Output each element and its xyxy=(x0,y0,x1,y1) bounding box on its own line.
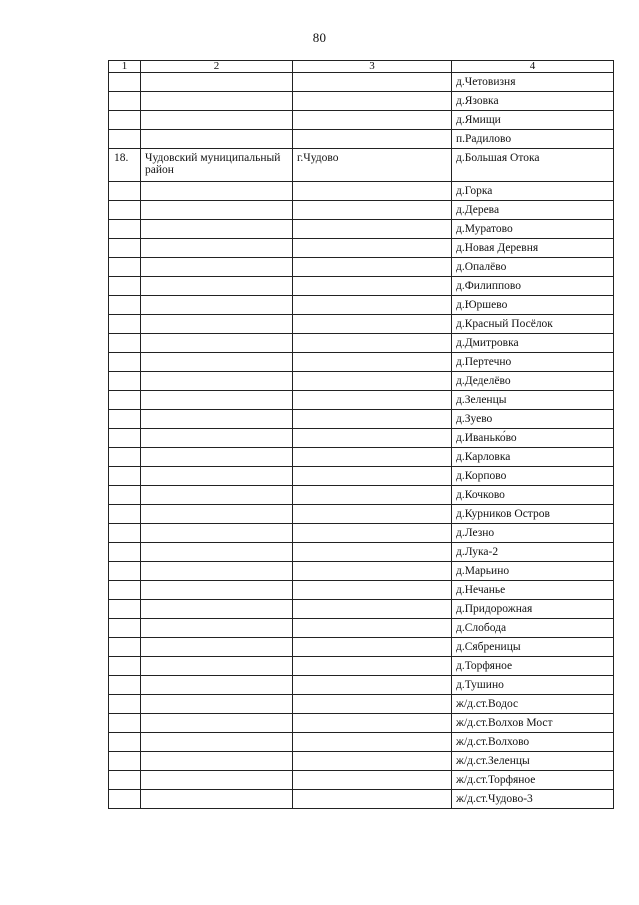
table-cell-col2 xyxy=(141,315,293,334)
table-row xyxy=(109,714,614,733)
table-cell-col2 xyxy=(141,771,293,790)
table-cell-col1 xyxy=(109,562,141,581)
table-row xyxy=(109,334,614,353)
table-cell-col1 xyxy=(109,353,141,372)
table-cell-col4: д.Тушино xyxy=(452,676,614,695)
table-row xyxy=(109,752,614,771)
table-cell-col1 xyxy=(109,752,141,771)
table-cell-col1 xyxy=(109,619,141,638)
table-cell-col4: д.Курников Остров xyxy=(452,505,614,524)
table-cell-col4: ж/д.ст.Зеленцы xyxy=(452,752,614,771)
table-body xyxy=(109,73,614,809)
table-row xyxy=(109,771,614,790)
table-cell-col3 xyxy=(293,562,452,581)
table-cell-col4: д.Сябреницы xyxy=(452,638,614,657)
table-cell-col1 xyxy=(109,182,141,201)
table-cell-col2 xyxy=(141,790,293,809)
table-cell-col2 xyxy=(141,676,293,695)
table-cell-col1 xyxy=(109,657,141,676)
table-cell-col1 xyxy=(109,220,141,239)
table-cell-col3 xyxy=(293,448,452,467)
table-cell-col1 xyxy=(109,600,141,619)
page-number: 80 xyxy=(312,30,327,45)
table-cell-col1 xyxy=(109,410,141,429)
table-cell-col3 xyxy=(293,334,452,353)
table-cell-col1 xyxy=(109,130,141,149)
table-cell-col3 xyxy=(293,130,452,149)
table-cell-col2 xyxy=(141,277,293,296)
table-row xyxy=(109,695,614,714)
table-cell-col4: д.Филиппово xyxy=(452,277,614,296)
table-cell-col1: 18. xyxy=(109,149,141,182)
table-cell-col2: Чудовский муниципальный район xyxy=(141,149,293,182)
table-cell-col1 xyxy=(109,277,141,296)
table-row xyxy=(109,505,614,524)
table-cell-col4: д.Язовка xyxy=(452,92,614,111)
table-cell-col1 xyxy=(109,543,141,562)
table-cell-col3 xyxy=(293,543,452,562)
table-cell-col2 xyxy=(141,92,293,111)
table-cell-col4: ж/д.ст.Торфяное xyxy=(452,771,614,790)
table-row xyxy=(109,201,614,220)
table-row xyxy=(109,410,614,429)
table-cell-col2 xyxy=(141,467,293,486)
table-cell-col4: д.Красный Посёлок xyxy=(452,315,614,334)
table-cell-col3 xyxy=(293,92,452,111)
table-cell-col4: д.Муратово xyxy=(452,220,614,239)
table-cell-col2 xyxy=(141,391,293,410)
table-cell-col1 xyxy=(109,296,141,315)
table-cell-col3 xyxy=(293,600,452,619)
table-cell-col1 xyxy=(109,239,141,258)
table-cell-col3 xyxy=(293,182,452,201)
table-cell-col1 xyxy=(109,733,141,752)
table-cell-col3 xyxy=(293,220,452,239)
table-cell-col3 xyxy=(293,353,452,372)
table-cell-col4: д.Горка xyxy=(452,182,614,201)
table-row xyxy=(109,391,614,410)
table-cell-col1 xyxy=(109,73,141,92)
table-cell-col2 xyxy=(141,619,293,638)
column-header-2: 2 xyxy=(141,61,293,73)
table-cell-col2 xyxy=(141,258,293,277)
table-cell-col4: д.Дмитровка xyxy=(452,334,614,353)
table-cell-col4: ж/д.ст.Волхов Мост xyxy=(452,714,614,733)
table-cell-col2 xyxy=(141,201,293,220)
table-cell-col3 xyxy=(293,73,452,92)
table-cell-col2 xyxy=(141,239,293,258)
table-cell-col3 xyxy=(293,486,452,505)
table-cell-col3 xyxy=(293,714,452,733)
table-cell-col1 xyxy=(109,714,141,733)
table-cell-col4: д.Лука-2 xyxy=(452,543,614,562)
table-cell-col2 xyxy=(141,448,293,467)
table-cell-col3 xyxy=(293,429,452,448)
table-row xyxy=(109,638,614,657)
table-cell-col4: д.Марьино xyxy=(452,562,614,581)
table-cell-col4: д.Нечанье xyxy=(452,581,614,600)
table-cell-col1 xyxy=(109,258,141,277)
table-cell-col4: д.Деделёво xyxy=(452,372,614,391)
table-cell-col3 xyxy=(293,315,452,334)
column-header-1: 1 xyxy=(109,61,141,73)
table-cell-col2 xyxy=(141,111,293,130)
table-cell-col4: д.Слобода xyxy=(452,619,614,638)
table-row xyxy=(109,581,614,600)
table-cell-col3 xyxy=(293,695,452,714)
table-cell-col2 xyxy=(141,486,293,505)
table-cell-col3 xyxy=(293,277,452,296)
table-row xyxy=(109,239,614,258)
table-cell-col2 xyxy=(141,296,293,315)
table-cell-col2 xyxy=(141,695,293,714)
table-row xyxy=(109,429,614,448)
table-cell-col4: д.Опалёво xyxy=(452,258,614,277)
table-cell-col3 xyxy=(293,505,452,524)
table-row xyxy=(109,619,614,638)
table-cell-col4: ж/д.ст.Водос xyxy=(452,695,614,714)
table-cell-col3 xyxy=(293,771,452,790)
table-cell-col2 xyxy=(141,372,293,391)
table-row xyxy=(109,733,614,752)
table-cell-col1 xyxy=(109,581,141,600)
table-cell-col3 xyxy=(293,201,452,220)
table-cell-col3 xyxy=(293,752,452,771)
table-cell-col1 xyxy=(109,448,141,467)
table-cell-col2 xyxy=(141,505,293,524)
table-cell-col3 xyxy=(293,111,452,130)
table-cell-col2 xyxy=(141,524,293,543)
table-row xyxy=(109,296,614,315)
table-header xyxy=(109,61,614,73)
table-cell-col2 xyxy=(141,600,293,619)
table-cell-col1 xyxy=(109,505,141,524)
table-cell-col2 xyxy=(141,714,293,733)
table-cell-col3 xyxy=(293,296,452,315)
table-cell-col3 xyxy=(293,657,452,676)
table-cell-col1 xyxy=(109,524,141,543)
table-cell-col1 xyxy=(109,315,141,334)
table-cell-col3 xyxy=(293,676,452,695)
table-cell-col3 xyxy=(293,524,452,543)
table-cell-col1 xyxy=(109,676,141,695)
table-row xyxy=(109,111,614,130)
table-cell-col1 xyxy=(109,486,141,505)
table-row xyxy=(109,486,614,505)
table-cell-col4: д.Ямищи xyxy=(452,111,614,130)
table-cell-col2 xyxy=(141,410,293,429)
table-cell-col4: д.Большая Отока xyxy=(452,149,614,182)
table-row xyxy=(109,353,614,372)
table-cell-col2 xyxy=(141,220,293,239)
table-cell-col4: д.Четовизня xyxy=(452,73,614,92)
table-row xyxy=(109,130,614,149)
table-cell-col1 xyxy=(109,201,141,220)
table-row xyxy=(109,258,614,277)
table-cell-col4: д.Зуево xyxy=(452,410,614,429)
table-cell-col1 xyxy=(109,467,141,486)
table-cell-col1 xyxy=(109,111,141,130)
table-cell-col2 xyxy=(141,562,293,581)
table-cell-col2 xyxy=(141,182,293,201)
table-cell-col2 xyxy=(141,334,293,353)
table-cell-col3 xyxy=(293,410,452,429)
table-row xyxy=(109,676,614,695)
table-cell-col2 xyxy=(141,733,293,752)
table-cell-col1 xyxy=(109,391,141,410)
table-cell-col4: ж/д.ст.Волхово xyxy=(452,733,614,752)
table-cell-col3: г.Чудово xyxy=(293,149,452,182)
table-row xyxy=(109,600,614,619)
table-row xyxy=(109,448,614,467)
table-cell-col3 xyxy=(293,239,452,258)
table-row xyxy=(109,92,614,111)
table-row xyxy=(109,790,614,809)
table-cell-col4: д.Кочково xyxy=(452,486,614,505)
table-cell-col4: ж/д.ст.Чудово-3 xyxy=(452,790,614,809)
table-cell-col2 xyxy=(141,543,293,562)
table-cell-col4: д.Юршево xyxy=(452,296,614,315)
table-cell-col2 xyxy=(141,429,293,448)
table-cell-col3 xyxy=(293,258,452,277)
table-cell-col4: д.Лезно xyxy=(452,524,614,543)
table-cell-col4: д.Зеленцы xyxy=(452,391,614,410)
table-cell-col4: д.Иванько́во xyxy=(452,429,614,448)
table-cell-col3 xyxy=(293,638,452,657)
table-row xyxy=(109,562,614,581)
table-cell-col1 xyxy=(109,638,141,657)
table-cell-col2 xyxy=(141,657,293,676)
header-row xyxy=(109,61,614,73)
table-cell-col2 xyxy=(141,353,293,372)
table-cell-col2 xyxy=(141,73,293,92)
table-cell-col1 xyxy=(109,429,141,448)
table-cell-col2 xyxy=(141,752,293,771)
table-cell-col1 xyxy=(109,92,141,111)
table-cell-col3 xyxy=(293,391,452,410)
table-row xyxy=(109,220,614,239)
table-cell-col4: д.Торфяное xyxy=(452,657,614,676)
table-cell-col3 xyxy=(293,581,452,600)
table-cell-col4: д.Придорожная xyxy=(452,600,614,619)
table-row xyxy=(109,524,614,543)
table-cell-col3 xyxy=(293,372,452,391)
table-cell-col4: д.Карловка xyxy=(452,448,614,467)
table-cell-col4: д.Новая Деревня xyxy=(452,239,614,258)
table-cell-col4: д.Пертечно xyxy=(452,353,614,372)
table-row xyxy=(109,277,614,296)
table-row xyxy=(109,467,614,486)
table-cell-col4: д.Корпово xyxy=(452,467,614,486)
table-row xyxy=(109,182,614,201)
table-cell-col2 xyxy=(141,581,293,600)
table-row xyxy=(109,543,614,562)
column-header-3: 3 xyxy=(293,61,452,73)
table-cell-col3 xyxy=(293,467,452,486)
table-cell-col1 xyxy=(109,790,141,809)
table-row xyxy=(109,149,614,182)
settlements-table xyxy=(108,60,614,809)
table-cell-col1 xyxy=(109,771,141,790)
table-cell-col1 xyxy=(109,334,141,353)
table-row xyxy=(109,372,614,391)
table-cell-col4: д.Дерева xyxy=(452,201,614,220)
table-cell-col1 xyxy=(109,372,141,391)
table-cell-col1 xyxy=(109,695,141,714)
table-row xyxy=(109,73,614,92)
table-cell-col4: п.Радилово xyxy=(452,130,614,149)
table-cell-col3 xyxy=(293,790,452,809)
table-cell-col2 xyxy=(141,638,293,657)
table-cell-col3 xyxy=(293,733,452,752)
table-row xyxy=(109,315,614,334)
table-row xyxy=(109,657,614,676)
table-cell-col2 xyxy=(141,130,293,149)
table-cell-col3 xyxy=(293,619,452,638)
column-header-4: 4 xyxy=(452,61,614,73)
